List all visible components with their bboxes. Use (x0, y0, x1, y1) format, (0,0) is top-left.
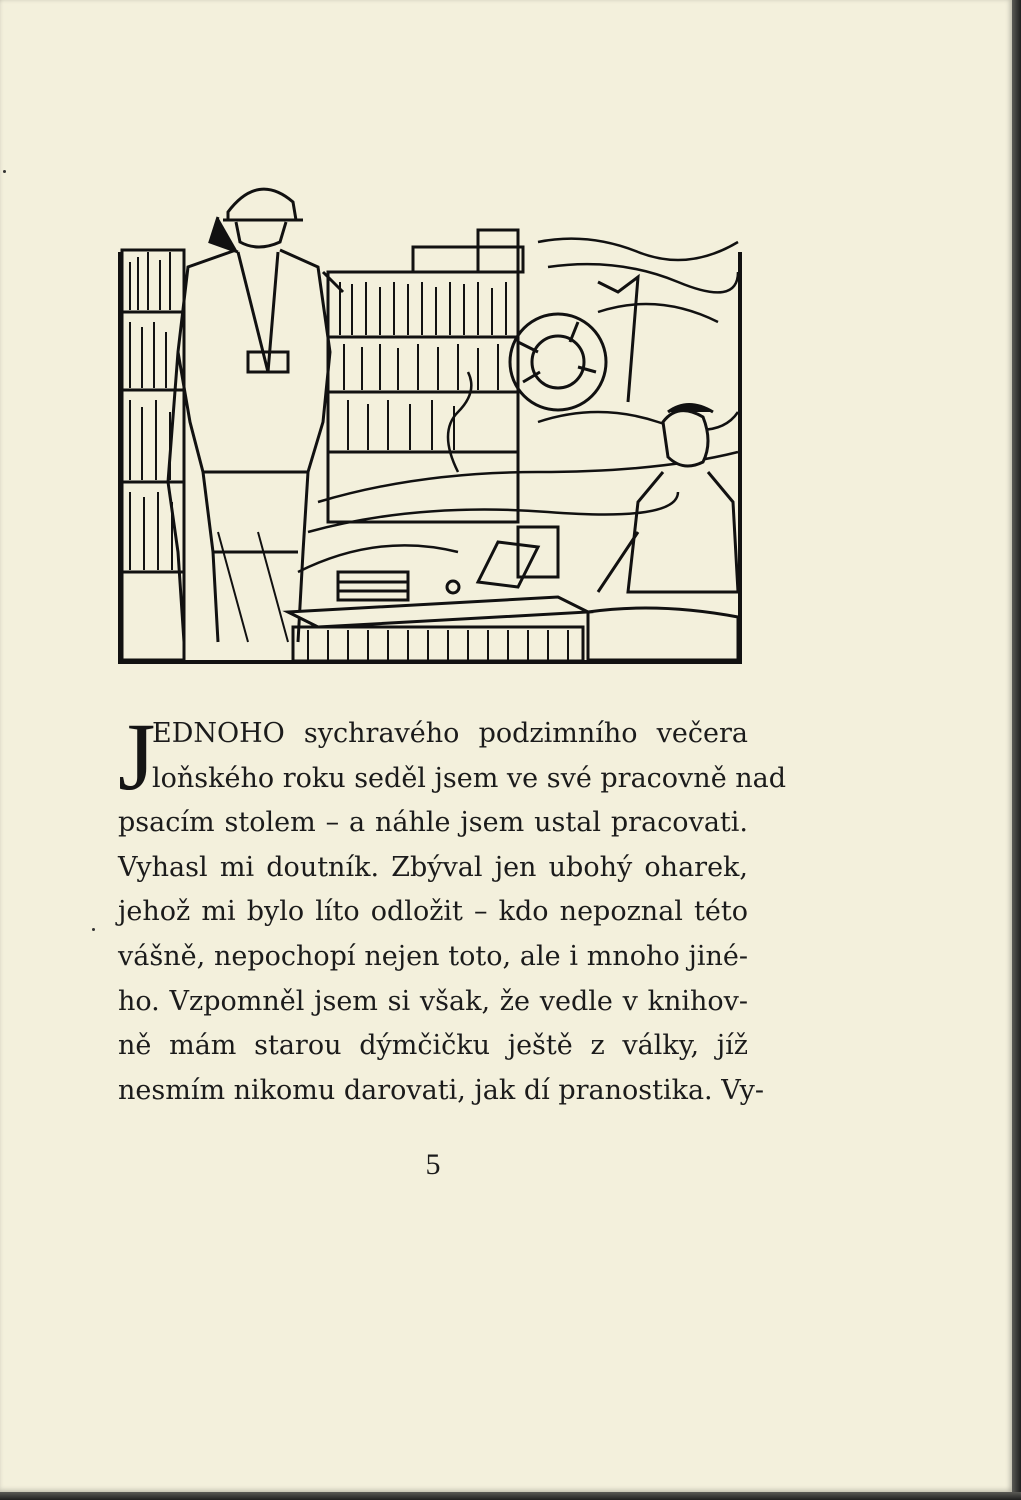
body-text (118, 703, 787, 1113)
woodcut-illustration (118, 172, 743, 664)
page-edge-bottom (0, 1492, 1021, 1500)
text-line-7: ho. Vzpomněl jsem si však, že vedle v knihov- (118, 985, 748, 1017)
text-line-5: jehož mi bylo líto odložit – kdo nepoznal této (118, 896, 748, 928)
text-line-9: nesmím nikomu darovati, jak dí pranostika. Vy- (118, 1074, 764, 1106)
text-line-3: psacím stolem – a náhle jsem ustal pracovati. (118, 807, 748, 839)
text-line-6: vášně, nepochopí nejen toto, ale i mnoho jiné- (118, 940, 748, 972)
text-line-1: EDNOHO sychravého podzimního večera (152, 718, 748, 749)
margin-speck (3, 170, 6, 173)
drop-cap: J (118, 703, 156, 810)
text-line-8: ně mám starou dýmčičku ještě z války, jíž (118, 1030, 748, 1062)
margin-speck (92, 928, 95, 931)
text-line-2: loňského roku seděl jsem ve své pracovně nad (152, 762, 787, 794)
text-line-4: Vyhasl mi doutník. Zbýval jen ubohý oharek, (118, 851, 748, 883)
page-number: 5 (425, 1148, 441, 1181)
page-edge-right (1012, 0, 1021, 1500)
